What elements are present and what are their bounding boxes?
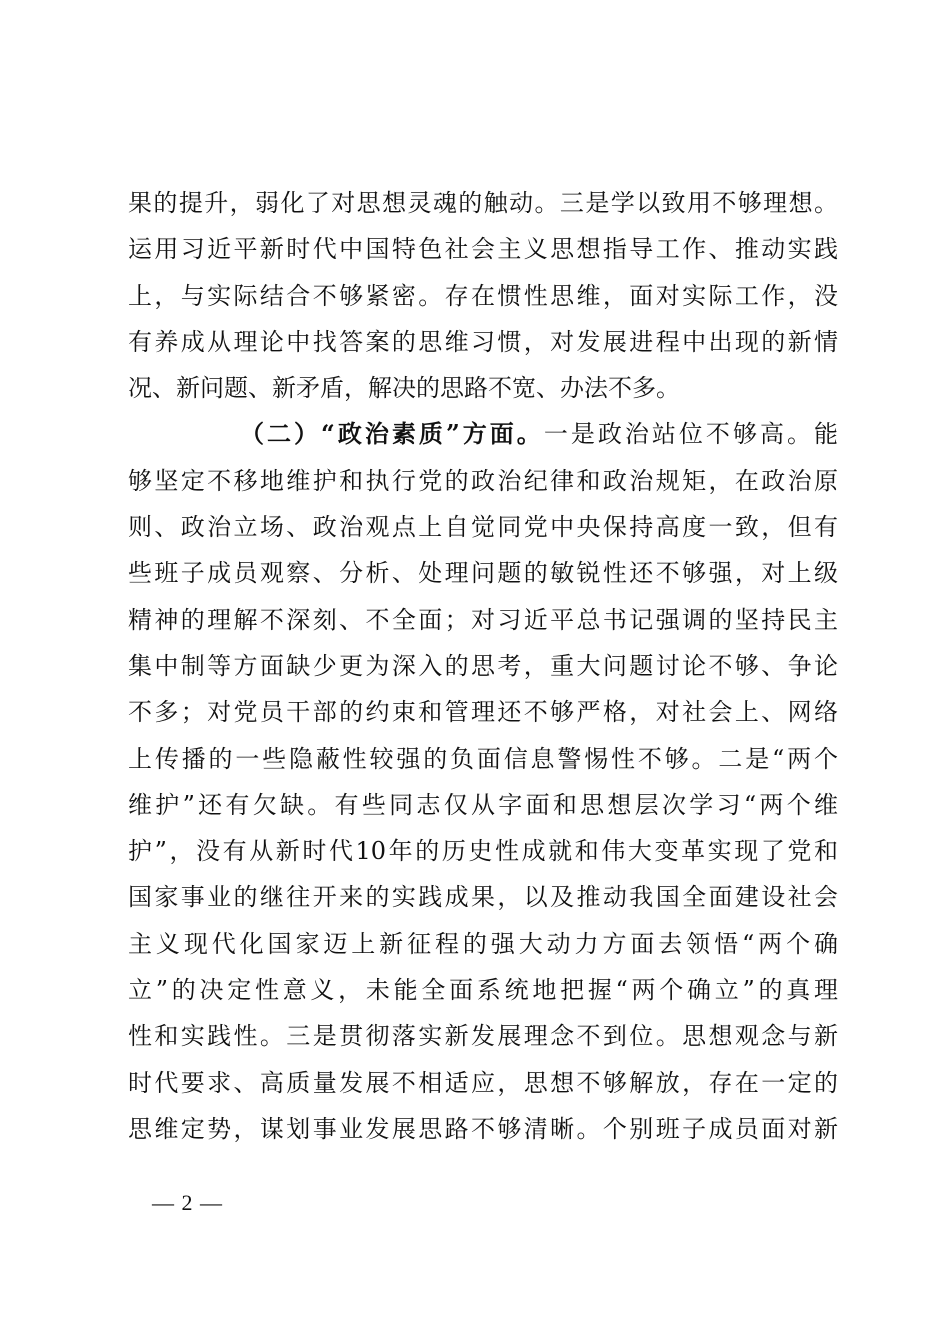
text-line: 国家事业的继往开来的实践成果，以及推动我国全面建设社会 (128, 883, 838, 912)
text-line: 些班子成员观察、分析、处理问题的敏锐性还不够强，对上级 (128, 559, 838, 588)
text-line: 够坚定不移地维护和执行党的政治纪律和政治规矩，在政治原 (128, 466, 838, 495)
text-line: 精神的理解不深刻、不全面；对习近平总书记强调的坚持民主 (128, 605, 838, 634)
text-line: 思维定势，谋划事业发展思路不够清晰。个别班子成员面对新 (128, 1114, 838, 1143)
text-line: 上传播的一些隐蔽性较强的负面信息警惕性不够。二是“两个 (128, 744, 838, 773)
text-line: 运用习近平新时代中国特色社会主义思想指导工作、推动实践 (128, 235, 838, 264)
text-line: 集中制等方面缺少更为深入的思考，重大问题讨论不够、争论 (128, 651, 838, 680)
text-line: 果的提升，弱化了对思想灵魂的触动。三是学以致用不够理想。 (128, 189, 838, 217)
document-body (128, 180, 838, 1152)
text-line: 维护”还有欠缺。有些同志仅从字面和思想层次学习“两个维 (128, 790, 838, 819)
text-line: 时代要求、高质量发展不相适应，思想不够解放，存在一定的 (128, 1068, 838, 1097)
text-line: 立”的决定性意义，未能全面系统地把握“两个确立”的真理 (128, 976, 838, 1005)
paragraph-end-line: 况、新问题、新矛盾，解决的思路不宽、办法不多。 (128, 374, 680, 403)
section-heading-continuation: 一是政治站位不够高。能 (543, 420, 839, 449)
text-line: 上，与实际结合不够紧密。存在惯性思维，面对实际工作，没 (128, 281, 838, 310)
text-line: 护”，没有从新时代10年的历史性成就和伟大变革实现了党和 (128, 837, 838, 866)
text-line: 有养成从理论中找答案的思维习惯，对发展进程中出现的新情 (128, 327, 838, 356)
text-line: 则、政治立场、政治观点上自觉同党中央保持高度一致，但有 (128, 513, 838, 542)
section-heading-line (128, 411, 838, 457)
text-line: 不多；对党员干部的约束和管理还不够严格，对社会上、网络 (128, 698, 838, 727)
text-line: 主义现代化国家迈上新征程的强大动力方面去领悟“两个确 (128, 929, 838, 958)
page-number: — 2 — (152, 1190, 223, 1215)
text-line: 性和实践性。三是贯彻落实新发展理念不到位。思想观念与新 (128, 1022, 838, 1051)
section-heading: （二）“政治素质”方面。 (240, 419, 544, 449)
